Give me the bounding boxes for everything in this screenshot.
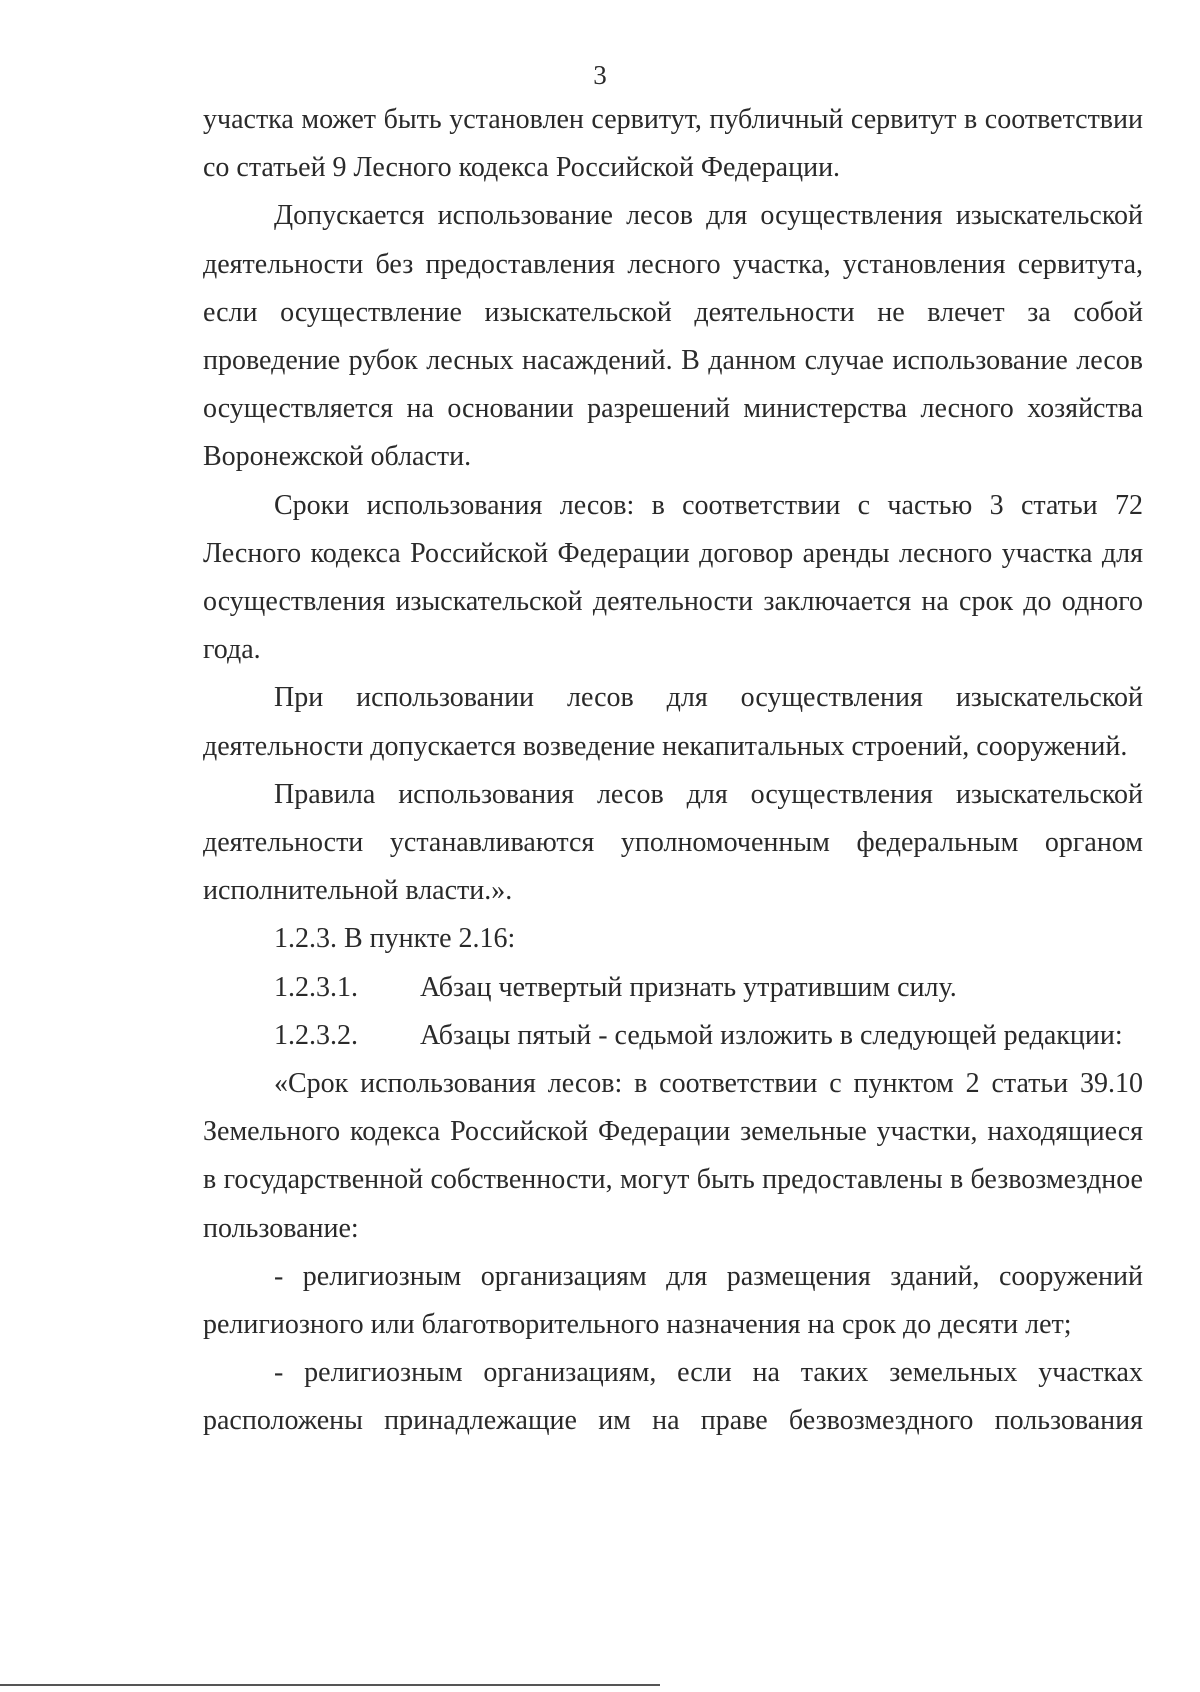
list-item-number: 1.2.3.2. xyxy=(274,1019,358,1051)
paragraph: - религиозным организациям, если на таких земельных участках расположены принадлежащие им на праве безвозмездного пользования xyxy=(203,1357,1143,1437)
paragraph: участка может быть установлен сервитут, публичный сервитут в соответствии со статьей 9 Лесного кодекса Российской Федерации. xyxy=(203,104,1143,184)
paragraph: Допускается использование лесов для осуществления изыскательской деятельности без предоставления лесного участка, установления сервитута, если осуществление изыскательской деятельности не влечет за собой проведение рубок лесных насаждений. В данном случае использование лесов осуществляется на основании разрешений министерства лесного хозяйства Воронежской области. xyxy=(203,200,1143,473)
list-item xyxy=(203,1012,1143,1060)
list-item xyxy=(203,964,1143,1012)
list-item-number: 1.2.3.1. xyxy=(274,971,358,1003)
paragraph: Правила использования лесов для осуществления изыскательской деятельности устанавливаются уполномоченным федеральным органом исполнительной власти.». xyxy=(203,778,1143,907)
scan-edge-line xyxy=(0,1684,660,1686)
paragraph: Сроки использования лесов: в соответствии с частью 3 статьи 72 Лесного кодекса Российской Федерации договор аренды лесного участка для осуществления изыскательской деятельности заключается на срок до одного года. xyxy=(203,489,1143,666)
page-number: 3 xyxy=(593,60,607,90)
list-item-text: Абзацы пятый - седьмой изложить в следующей редакции: xyxy=(420,1019,1123,1051)
paragraph: При использовании лесов для осуществления изыскательской деятельности допускается возведение некапитальных строений, сооружений. xyxy=(203,682,1143,762)
section-heading: 1.2.3. В пункте 2.16: xyxy=(274,923,516,955)
list-item-text: Абзац четвертый признать утратившим силу. xyxy=(420,971,957,1003)
document-body xyxy=(203,96,1143,1446)
paragraph: «Срок использования лесов: в соответствии с пунктом 2 статьи 39.10 Земельного кодекса Российской Федерации земельные участки, находящиеся в государственной собственности, могут быть предоставлены в безвозмездное пользование: xyxy=(203,1068,1143,1244)
paragraph: - религиозным организациям для размещения зданий, сооружений религиозного или благотворительного назначения на срок до десяти лет; xyxy=(203,1260,1143,1341)
